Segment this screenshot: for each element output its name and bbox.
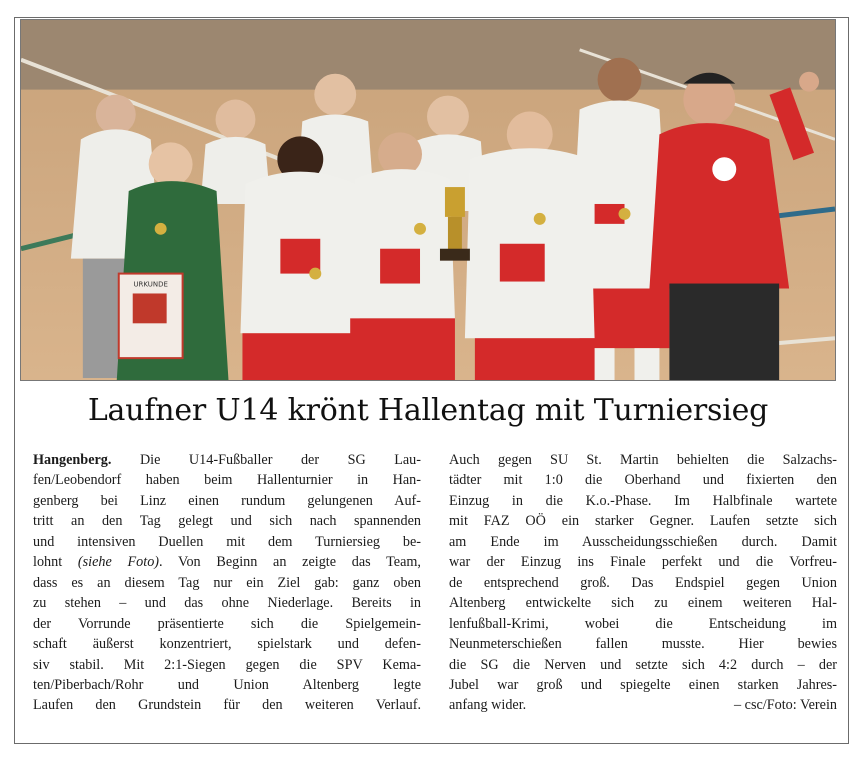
text-line: lenfußball-Krimi, wobei die Entscheidung im <box>449 615 837 632</box>
text-line: Laufen den Grundstein für den weiteren Verlauf. <box>33 697 421 714</box>
text-line <box>449 695 837 715</box>
text-fragment: anfang wider. <box>449 697 527 714</box>
text-line: zu stehen – und das ohne Niederlage. Bereits in <box>33 595 421 612</box>
text-line: die SG die Nerven und setzte sich 4:2 durch – der <box>449 656 837 673</box>
text-line: Neunmeterschießen fallen musste. Hier bewies <box>449 636 837 653</box>
text-line: de entsprechend groß. Das Endspiel gegen Union <box>449 574 837 591</box>
text-line: Altenberg entwickelte sich zu einem weiteren Hal- <box>449 595 837 612</box>
text-fragment: Die U14-Fußballer der SG Lau- <box>111 452 421 468</box>
text-line: tritt an den Tag gelegt und sich nach spannenden <box>33 513 421 530</box>
text-line: genberg bei Linz einen rundum gelungenen Auf- <box>33 492 421 509</box>
text-line <box>33 552 421 572</box>
text-fragment: . Von Beginn an zeigte das Team, <box>159 554 421 571</box>
article-column-right <box>449 450 837 716</box>
text-line: am Ende im Ausscheidungsschießen durch. Damit <box>449 533 837 550</box>
text-line: und intensiven Duellen mit dem Turniersieg be- <box>33 533 421 550</box>
text-line: fen/Leobendorf haben beim Hallenturnier in Han- <box>33 472 421 489</box>
article-headline: Laufner U14 krönt Hallentag mit Turniersieg <box>87 393 769 428</box>
text-line <box>33 450 421 470</box>
team-photo-illustration <box>21 20 835 380</box>
text-line: mit FAZ OÖ ein starker Gegner. Laufen setzte sich <box>449 513 837 530</box>
text-line: ten/Piberbach/Rohr und Union Altenberg legte <box>33 676 421 693</box>
text-line: Einzug in die K.o.-Phase. Im Halbfinale wartete <box>449 492 837 509</box>
text-line: dass es an diesem Tag nur ein Ziel gab: ganz oben <box>33 574 421 591</box>
text-line: Jubel war groß und spiegelte einen starken Jahres- <box>449 676 837 693</box>
dateline: Hangenberg. <box>33 452 112 468</box>
text-line: der Vorrunde präsentierte sich die Spielgemein- <box>33 615 421 632</box>
photo-reference: (siehe Foto) <box>77 554 160 571</box>
text-line: tädter mit 1:0 die Oberhand und fixierten den <box>449 472 837 489</box>
certificate-label: URKUNDE <box>133 280 168 289</box>
text-fragment: lohnt <box>33 554 78 571</box>
photo-credit: – csc/Foto: Verein <box>734 697 837 714</box>
text-line: schaft äußerst konzentriert, spielstark und defen- <box>33 636 421 653</box>
article-column-left <box>33 450 421 716</box>
text-line: war der Einzug ins Finale perfekt und die Vorfreu- <box>449 554 837 571</box>
text-line: Auch gegen SU St. Martin behielten die Salzachs- <box>449 452 837 468</box>
text-line: siv stabil. Mit 2:1-Siegen gegen die SPV Kema- <box>33 656 421 673</box>
team-photo <box>20 19 836 381</box>
